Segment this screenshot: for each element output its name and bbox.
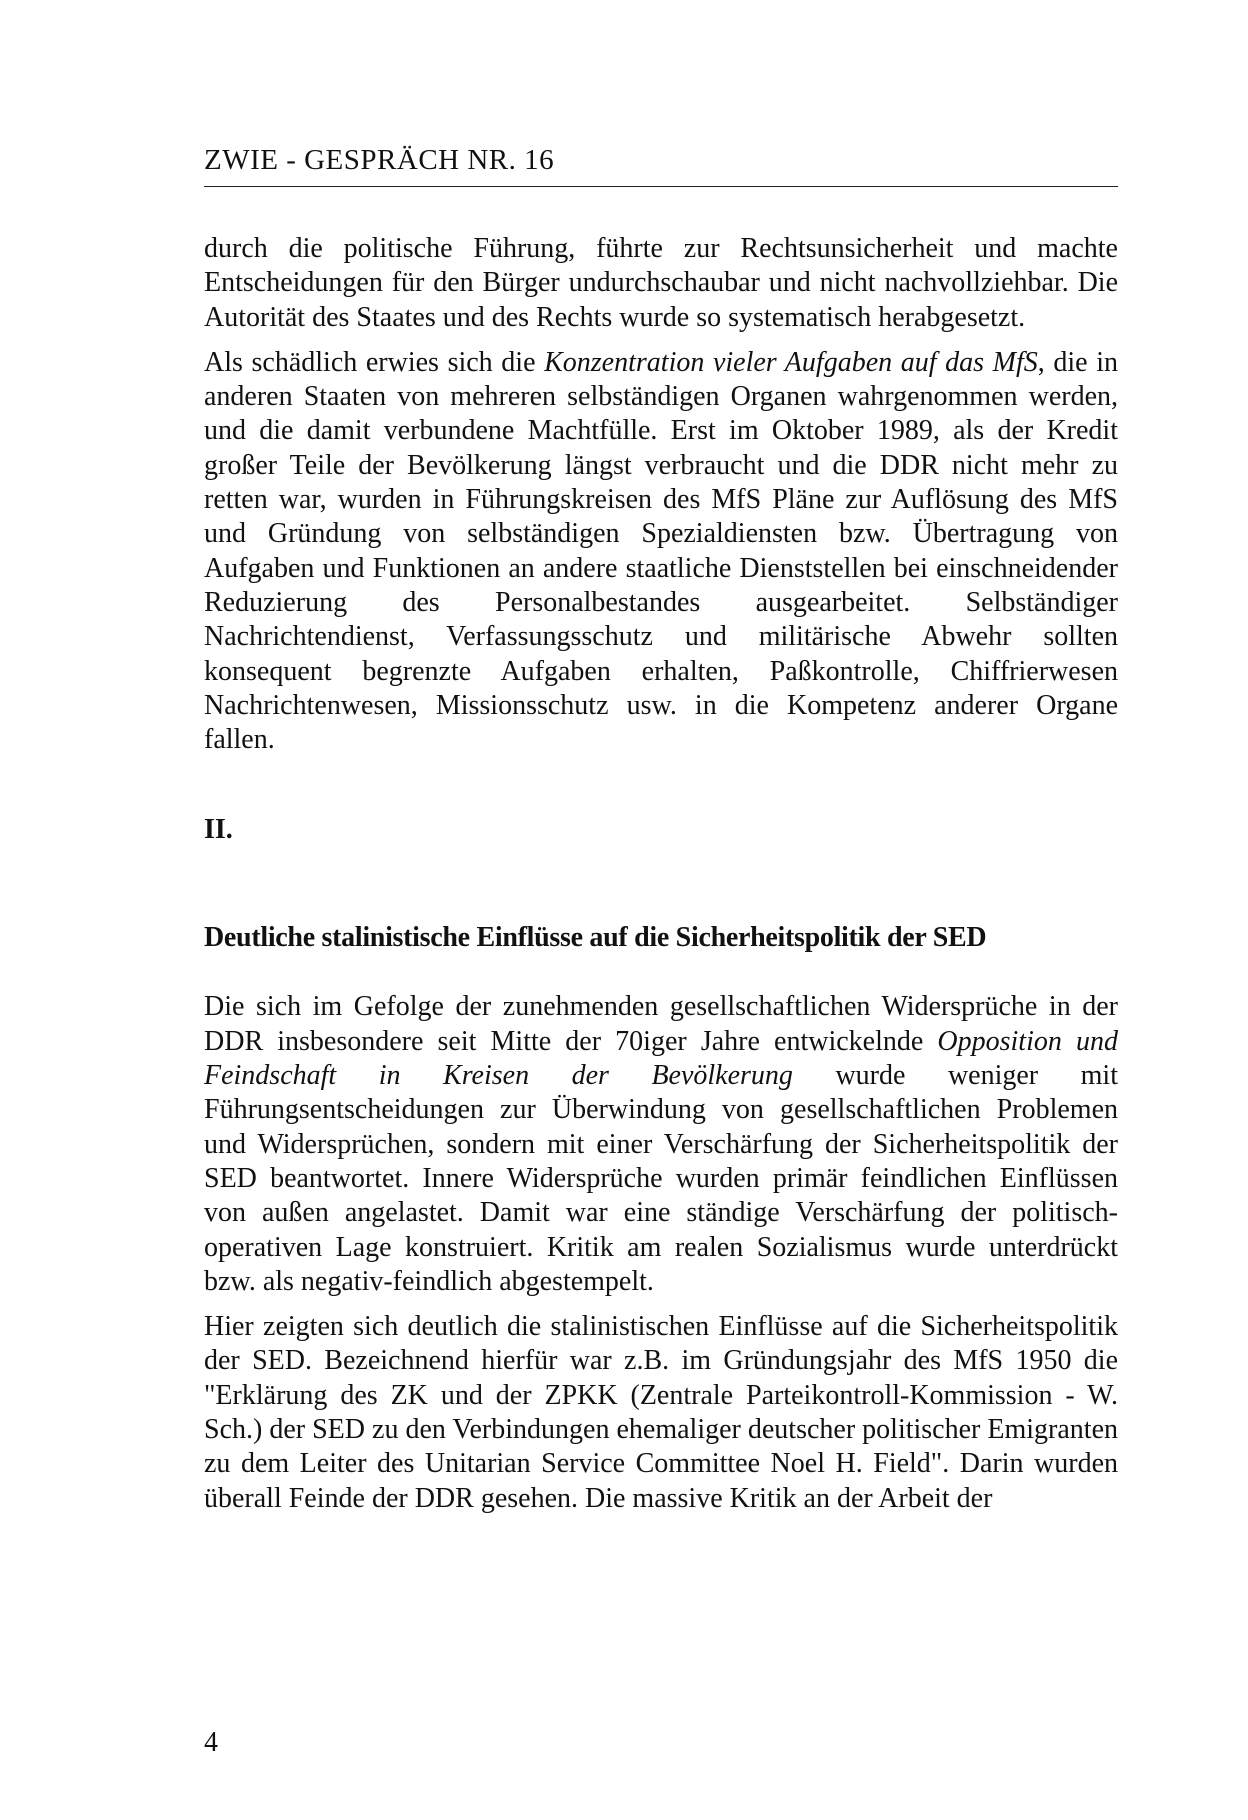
paragraph-3-emphasis: Opposition und Feindschaft in Kreisen der Bevölkerung <box>204 1025 1118 1092</box>
header-rule <box>204 186 1118 187</box>
paragraph-2 <box>204 346 1118 758</box>
paragraph-4: Hier zeigten sich deutlich die stalinistischen Einflüsse auf die Sicherheitspolitik der SED. Bezeichnend hierfür war z.B. im Gründungsjahr des MfS 1950 die "Erklärung des ZK und der ZPKK (Zentrale Parteikontroll-Kommission - W. Sch.) der SED zu den Verbindungen ehemaliger deutscher politischer Emigranten zu dem Leiter des Unitarian Service Committee Noel H. Field". Darin wurden überall Feinde der DDR gesehen. Die massive Kritik an der Arbeit der <box>204 1311 1118 1514</box>
body-text <box>204 232 1118 1516</box>
section-numeral: II. <box>204 814 233 846</box>
paragraph-2-rest: , die in anderen Staaten von mehreren selbständigen Organen wahrgenommen werden, und die damit verbundene Machtfülle. Erst im Oktober 1989, als der Kredit großer Teile der Bevölkerung längst verbraucht und die DDR nicht mehr zu retten war, wurden in Führungskreisen des MfS Pläne zur Auflösung des MfS und Gründung von selbständigen Spezialdiensten bzw. Übertragung von Aufgaben und Funktionen an andere staatliche Dienststellen bei einschneidender Reduzierung des Personalbestandes ausgearbeitet. Selbständiger Nachrichtendienst, Verfassungsschutz und militärische Abwehr sollten konsequent begrenzte Aufgaben erhalten, Paßkontrolle, Chiffrierwesen Nachrichtenwesen, Missionsschutz usw. in die Kompetenz anderer Organe fallen. <box>204 346 1118 756</box>
running-header: ZWIE - GESPRÄCH NR. 16 <box>204 144 555 176</box>
paragraph-2-start: Als schädlich erwies sich die <box>204 346 545 378</box>
paragraph-2-emphasis: Konzentration vieler Aufgaben auf das MfS <box>544 346 1038 378</box>
paragraph-3-start: Die sich im Gefolge der zunehmenden gesellschaftlichen Widersprüche in der DDR insbesondere seit Mitte der 70iger Jahre entwickelnde <box>204 991 1118 1057</box>
section-heading: Deutliche stalinistische Einflüsse auf die Sicherheitspolitik der SED <box>204 922 987 954</box>
page-number: 4 <box>204 1727 218 1758</box>
paragraph-3 <box>204 990 1118 1299</box>
paragraph-3-rest: wurde weniger mit Führungsentscheidungen zur Überwindung von gesellschaftlichen Problemen und Widersprüchen, sondern mit einer Verschärfung der Sicherheitspolitik der SED beantwortet. Innere Widersprüche wurden primär feindlichen Einflüssen von außen angelastet. Damit war eine ständige Verschärfung der politisch-operativen Lage konstruiert. Kritik am realen Sozialismus wurde unterdrückt bzw. als negativ-feindlich abgestempelt. <box>204 1060 1118 1297</box>
paragraph-1: durch die politische Führung, führte zur Rechtsunsicherheit und machte Entscheidungen für den Bürger undurchschaubar und nicht nachvollziehbar. Die Autorität des Staates und des Rechts wurde so systematisch herabgesetzt. <box>204 233 1118 333</box>
